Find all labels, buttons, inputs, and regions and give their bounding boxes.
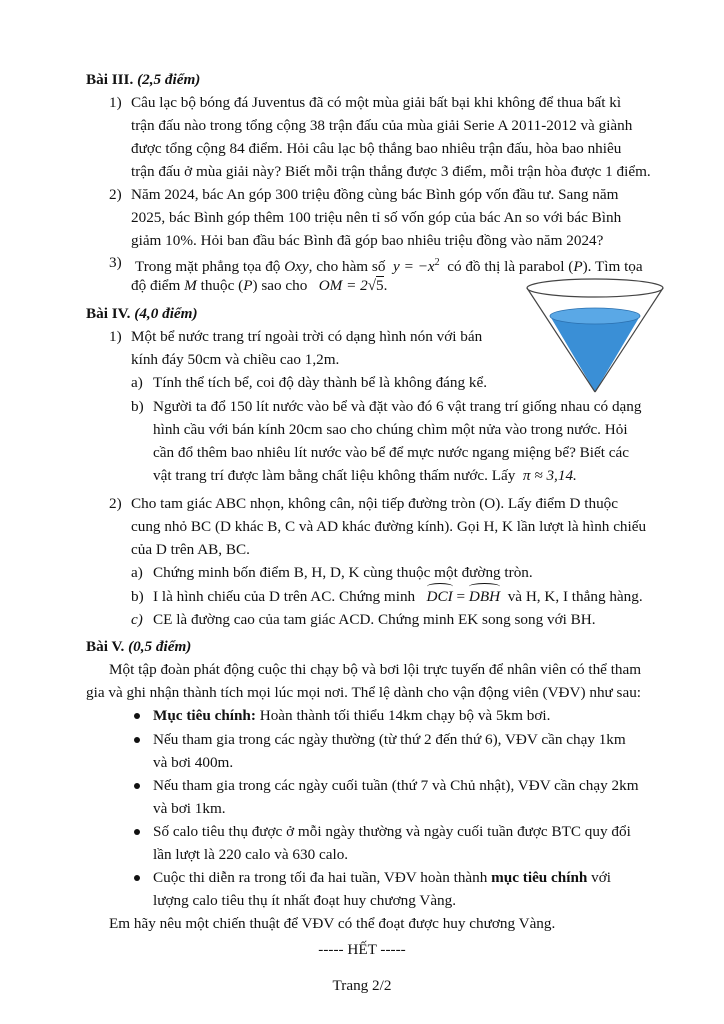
bullet xyxy=(134,829,140,835)
bai3-q2-number: 2) xyxy=(109,186,122,203)
bai4-heading: Bài IV. xyxy=(86,305,131,322)
bullet xyxy=(134,713,140,719)
bai3-q1-line: được tổng cộng 84 điểm. Hỏi câu lạc bộ thắng bao nhiêu trận đấu, hòa bao nhiêu xyxy=(131,140,622,157)
bai5-heading-row xyxy=(86,637,191,657)
bai4-q2-line: của D trên AB, BC. xyxy=(131,541,250,558)
bai4-q2-line: cung nhỏ BC (D khác B, C và AD khác đường kính). Gọi H, K lần lượt là hình chiếu xyxy=(131,518,647,535)
bullet xyxy=(134,737,140,743)
bai4-q2a-number: a) xyxy=(131,564,143,581)
bai5-points: (0,5 điểm) xyxy=(128,638,192,655)
bai5-bullet-2-line: và bơi 400m. xyxy=(153,754,234,771)
bai3-q3-number: 3) xyxy=(109,254,122,271)
bai4-q2-number: 2) xyxy=(109,495,122,512)
bai4-heading-row xyxy=(86,304,198,324)
bai3-q3-function: y = −x xyxy=(393,258,435,276)
bai3-q3-point-m: M xyxy=(184,277,197,294)
bai3-q3-text: ) sao cho xyxy=(252,277,308,294)
angle-dbh: DBH xyxy=(468,588,501,605)
bai3-q3-parabol: P xyxy=(243,277,253,294)
bai4-q2b-text: I là hình chiếu của D trên AC. Chứng minh xyxy=(153,588,416,605)
bai4-q1b-line: hình cầu với bán kính 20cm sao cho chúng chìm một nửa vào trong nước. Hỏi xyxy=(153,421,628,438)
bai5-heading: Bài V. xyxy=(86,638,125,655)
bai3-q1-number: 1) xyxy=(109,94,122,111)
bai5-b5-bold: mục tiêu chính xyxy=(491,869,588,886)
bai3-points: (2,5 điểm) xyxy=(137,71,201,88)
bai4-q1b-pi: π ≈ 3,14. xyxy=(522,467,577,484)
bai5-bullet-3-line: Nếu tham gia trong các ngày cuối tuần (thứ 7 và Chủ nhật), VĐV cần chạy 2km xyxy=(153,777,639,794)
bai4-q1-line: kính đáy 50cm và chiều cao 1,2m. xyxy=(131,351,340,368)
bai5-bullet-2-line: Nếu tham gia trong các ngày thường (từ thứ 2 đến thứ 6), VĐV cần chạy 1km xyxy=(153,731,626,748)
bai5-bullet-4-line: Số calo tiêu thụ được ở mỗi ngày thường và ngày cuối tuần được BTC quy đổi xyxy=(153,823,631,840)
bai4-q1b-line: cần đổ thêm bao nhiêu lít nước vào bể để mực nước ngang miệng bể? Biết các xyxy=(153,444,629,461)
bullet xyxy=(134,783,140,789)
bai3-q3-exponent: 2 xyxy=(434,257,440,268)
bai3-heading: Bài III. xyxy=(86,71,134,88)
main-goal-label: Mục tiêu chính: xyxy=(153,707,256,724)
bai3-q3-text: . xyxy=(383,277,388,294)
end-marker: ----- HẾT ----- xyxy=(318,941,406,958)
bai3-q1-line: Câu lạc bộ bóng đá Juventus đã có một mùa giải bất bại khi không để thua bất kì xyxy=(131,94,622,111)
bai3-q2-line: 2025, bác Bình góp thêm 100 triệu nên tỉ số vốn góp của bác An so với bác Bình xyxy=(131,209,622,226)
bai4-q1b-last-line xyxy=(153,466,577,486)
bai3-q3-line1 xyxy=(135,253,643,277)
bai4-q2b-number: b) xyxy=(131,588,144,605)
bai4-q1-line: Một bể nước trang trí ngoài trời có dạng hình nón với bán xyxy=(131,328,483,345)
bai4-q2c-number: c) xyxy=(131,611,143,628)
bai4-q1-number: 1) xyxy=(109,328,122,345)
bai5-bullet-5-line1 xyxy=(153,868,611,888)
bai3-q3-text: độ điểm xyxy=(131,277,181,294)
bai5-b5-text: Cuộc thi diễn ra trong tối đa hai tuần, VĐV hoàn thành xyxy=(153,869,488,886)
bai3-q1-line: trận đấu nào trong tổng cộng 38 trận đấu của mùa giải Serie A 2011-2012 và giành xyxy=(131,117,633,134)
bai4-q1b-number: b) xyxy=(131,398,144,415)
water-surface xyxy=(550,308,640,324)
bai4-q2b-text: và H, K, I thẳng hàng. xyxy=(507,588,643,605)
bai3-q3-text: có đồ thị là parabol ( xyxy=(447,258,574,276)
bai5-bullet-4-line: lần lượt là 220 calo và 630 calo. xyxy=(153,846,349,863)
bai4-q1b-line: Người ta đổ 150 lít nước vào bể và đặt vào đó 6 vật trang trí giống nhau có dạng xyxy=(153,398,642,415)
bai5-closing: Em hãy nêu một chiến thuật để VĐV có thể đoạt được huy chương Vàng. xyxy=(109,915,556,932)
bai5-bullet-1 xyxy=(153,706,550,726)
bai4-q2c: CE là đường cao của tam giác ACD. Chứng minh EK song song với BH. xyxy=(153,611,596,628)
cone-water xyxy=(550,316,640,392)
bai3-q3-text: ). Tìm tọa xyxy=(582,258,643,276)
bullet xyxy=(134,875,140,881)
page-number: Trang 2/2 xyxy=(332,977,392,994)
bai3-heading-row xyxy=(86,70,200,90)
bai3-q2-line: Năm 2024, bác An góp 300 triệu đồng cùng bác Bình góp vốn đầu tư. Sang năm xyxy=(131,186,619,203)
bai3-q3-sqrt-value: 5 xyxy=(376,277,384,294)
cone-rim xyxy=(527,279,663,297)
bai3-q3-om-equation: OM = 2 xyxy=(318,277,368,294)
bai4-points: (4,0 điểm) xyxy=(134,305,198,322)
bai3-q3-text: thuộc ( xyxy=(200,277,244,294)
bai3-q3-text: , cho hàm số xyxy=(308,258,386,276)
bai3-q3-oxy: Oxy xyxy=(284,258,309,276)
cone-tank-illustration xyxy=(520,278,670,396)
bai5-bullet-5-line2: lượng calo tiêu thụ ít nhất đoạt huy chương Vàng. xyxy=(153,892,457,909)
bai3-q3-line2 xyxy=(131,276,387,296)
bai3-q2-line: giảm 10%. Hỏi ban đầu bác Bình đã góp bao nhiêu triệu đồng vào năm 2024? xyxy=(131,232,604,249)
bai4-q2a: Chứng minh bốn điểm B, H, D, K cùng thuộc một đường tròn. xyxy=(153,564,533,581)
angle-dci: DCI xyxy=(426,588,453,605)
bai3-q3-parabol: P xyxy=(573,258,583,276)
equals-sign: = xyxy=(456,588,466,605)
main-goal-text: Hoàn thành tối thiểu 14km chạy bộ và 5km bơi. xyxy=(259,707,551,724)
bai5-bullet-3-line: và bơi 1km. xyxy=(153,800,226,817)
bai4-q1a: Tính thể tích bể, coi độ dày thành bể là không đáng kể. xyxy=(153,374,488,391)
bai4-q1a-number: a) xyxy=(131,374,143,391)
bai5-intro-line: gia và ghi nhận thành tích mọi lúc mọi nơi. Thể lệ dành cho vận động viên (VĐV) như sau: xyxy=(86,684,642,701)
bai5-b5-text: với xyxy=(591,869,612,886)
bai3-q3-text: Trong mặt phẳng tọa độ xyxy=(135,258,281,276)
sqrt-symbol: √ xyxy=(367,278,377,294)
bai4-q2-line: Cho tam giác ABC nhọn, không cân, nội tiếp đường tròn (O). Lấy điểm D thuộc xyxy=(131,495,619,512)
bai4-q1b-text: vật trang trí được làm bằng chất liệu không thấm nước. Lấy xyxy=(153,467,516,484)
bai3-q1-line: trận đấu ở mùa giải này? Biết mỗi trận thắng được 3 điểm, mỗi trận hòa được 1 điểm. xyxy=(131,163,651,180)
bai5-intro-line: Một tập đoàn phát động cuộc thi chạy bộ và bơi lội trực tuyến để nhân viên có thể tham xyxy=(109,661,642,678)
bai4-q2b xyxy=(153,587,643,607)
